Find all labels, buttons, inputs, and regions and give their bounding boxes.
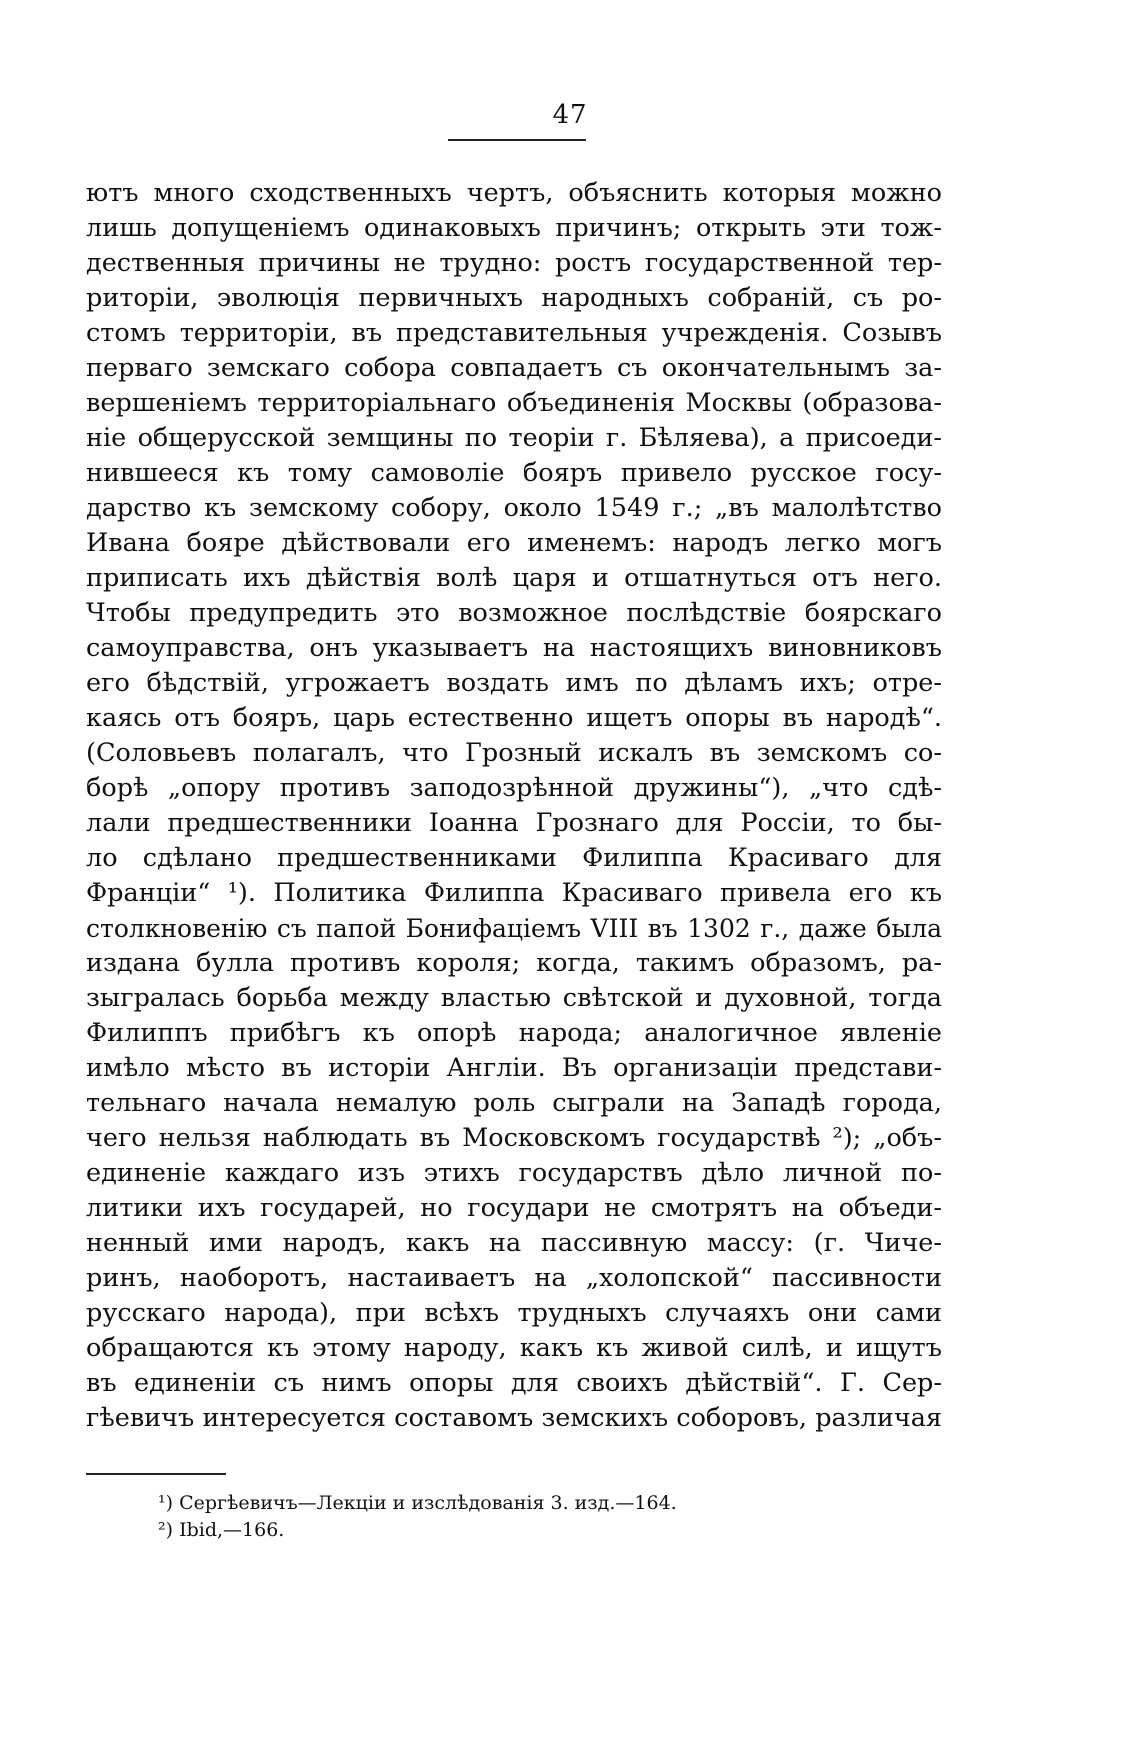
text-line: ніе общерусской земщины по теоріи г. Бѣляева), а присоеди- — [86, 423, 942, 453]
text-line: перваго земскаго собора совпадаетъ съ окончательнымъ за- — [86, 353, 942, 383]
text-line: вершеніемъ территоріальнаго объединенія Москвы (образова- — [86, 388, 942, 418]
text-line: его бѣдствій, угрожаетъ воздать имъ по дѣламъ ихъ; отре- — [86, 668, 942, 698]
text-line: издана булла противъ короля; когда, такимъ образомъ, ра- — [86, 948, 942, 978]
text-line: Чтобы предупредить это возможное послѣдствіе боярскаго — [86, 598, 942, 628]
text-line: единеніе каждаго изъ этихъ государствъ дѣло личной по- — [86, 1158, 942, 1188]
text-line: зыгралась борьба между властью свѣтской и духовной, тогда — [86, 983, 942, 1013]
text-line: ло сдѣлано предшественниками Филиппа Красиваго для — [86, 843, 942, 873]
text-line: чего нельзя наблюдать въ Московскомъ государствѣ ²); „объ- — [86, 1123, 942, 1153]
text-line: каясь отъ бояръ, царь естественно ищетъ опоры въ народѣ“. — [86, 703, 942, 733]
text-line: ринъ, наоборотъ, настаиваетъ на „холопской“ пассивности — [86, 1263, 942, 1293]
text-line: гѣевичъ интересуется составомъ земскихъ соборовъ, различая — [86, 1403, 942, 1433]
text-line: обращаются къ этому народу, какъ къ живой силѣ, и ищутъ — [86, 1333, 942, 1363]
text-line: стомъ территоріи, въ представительныя учрежденія. Созывъ — [86, 318, 942, 348]
footnotes — [158, 1490, 938, 1544]
text-line: Франціи“ ¹). Политика Филиппа Красиваго привела его къ — [86, 878, 942, 908]
text-line: приписать ихъ дѣйствія волѣ царя и отшатнуться отъ него. — [86, 563, 942, 593]
text-line: литики ихъ государей, но государи не смотрятъ на объеди- — [86, 1193, 942, 1223]
text-line: (Соловьевъ полагалъ, что Грозный искалъ въ земскомъ со- — [86, 738, 942, 768]
text-line: въ единеніи съ нимъ опоры для своихъ дѣйствій“. Г. Сер- — [86, 1368, 942, 1398]
text-line: Ивана бояре дѣйствовали его именемъ: народъ легко могъ — [86, 528, 942, 558]
text-line: лишь допущеніемъ одинаковыхъ причинъ; открыть эти тож- — [86, 213, 942, 243]
text-line: русскаго народа), при всѣхъ трудныхъ случаяхъ они сами — [86, 1298, 942, 1328]
text-line: ютъ много сходственныхъ чертъ, объяснить которыя можно — [86, 178, 942, 208]
page-number: 47 — [552, 100, 588, 130]
text-line: нившееся къ тому самоволіе бояръ привело русское госу- — [86, 458, 942, 488]
footnote-rule — [86, 1473, 226, 1475]
text-line: самоуправства, онъ указываетъ на настоящихъ виновниковъ — [86, 633, 942, 663]
text-line: Филиппъ прибѣгъ къ опорѣ народа; аналогичное явленіе — [86, 1018, 942, 1048]
body-text — [86, 176, 942, 1436]
text-line: риторіи, эволюція первичныхъ народныхъ собраній, съ ро- — [86, 283, 942, 313]
text-line: тельнаго начала немалую роль сыграли на Западѣ города, — [86, 1088, 942, 1118]
text-line: имѣло мѣсто въ исторіи Англіи. Въ организаціи представи- — [86, 1053, 942, 1083]
text-line: дественныя причины не трудно: ростъ государственной тер- — [86, 248, 942, 278]
text-line: дарство къ земскому собору, около 1549 г.; „въ малолѣтство — [86, 493, 942, 523]
text-line: ненный ими народъ, какъ на пассивную массу: (г. Чиче- — [86, 1228, 942, 1258]
footnote: ¹) Сергѣевичъ—Лекціи и изслѣдованія 3. изд.—164. — [158, 1492, 677, 1514]
text-line: столкновенію съ папой Бонифаціемъ VIII въ 1302 г., даже была — [86, 914, 942, 943]
text-line: борѣ „опору противъ заподозрѣнной дружины“), „что сдѣ- — [86, 773, 942, 803]
header-rule — [448, 139, 586, 141]
text-line: лали предшественники Іоанна Грознаго для Россіи, то бы- — [86, 808, 942, 838]
footnote: ²) Ibid,—166. — [158, 1519, 285, 1541]
